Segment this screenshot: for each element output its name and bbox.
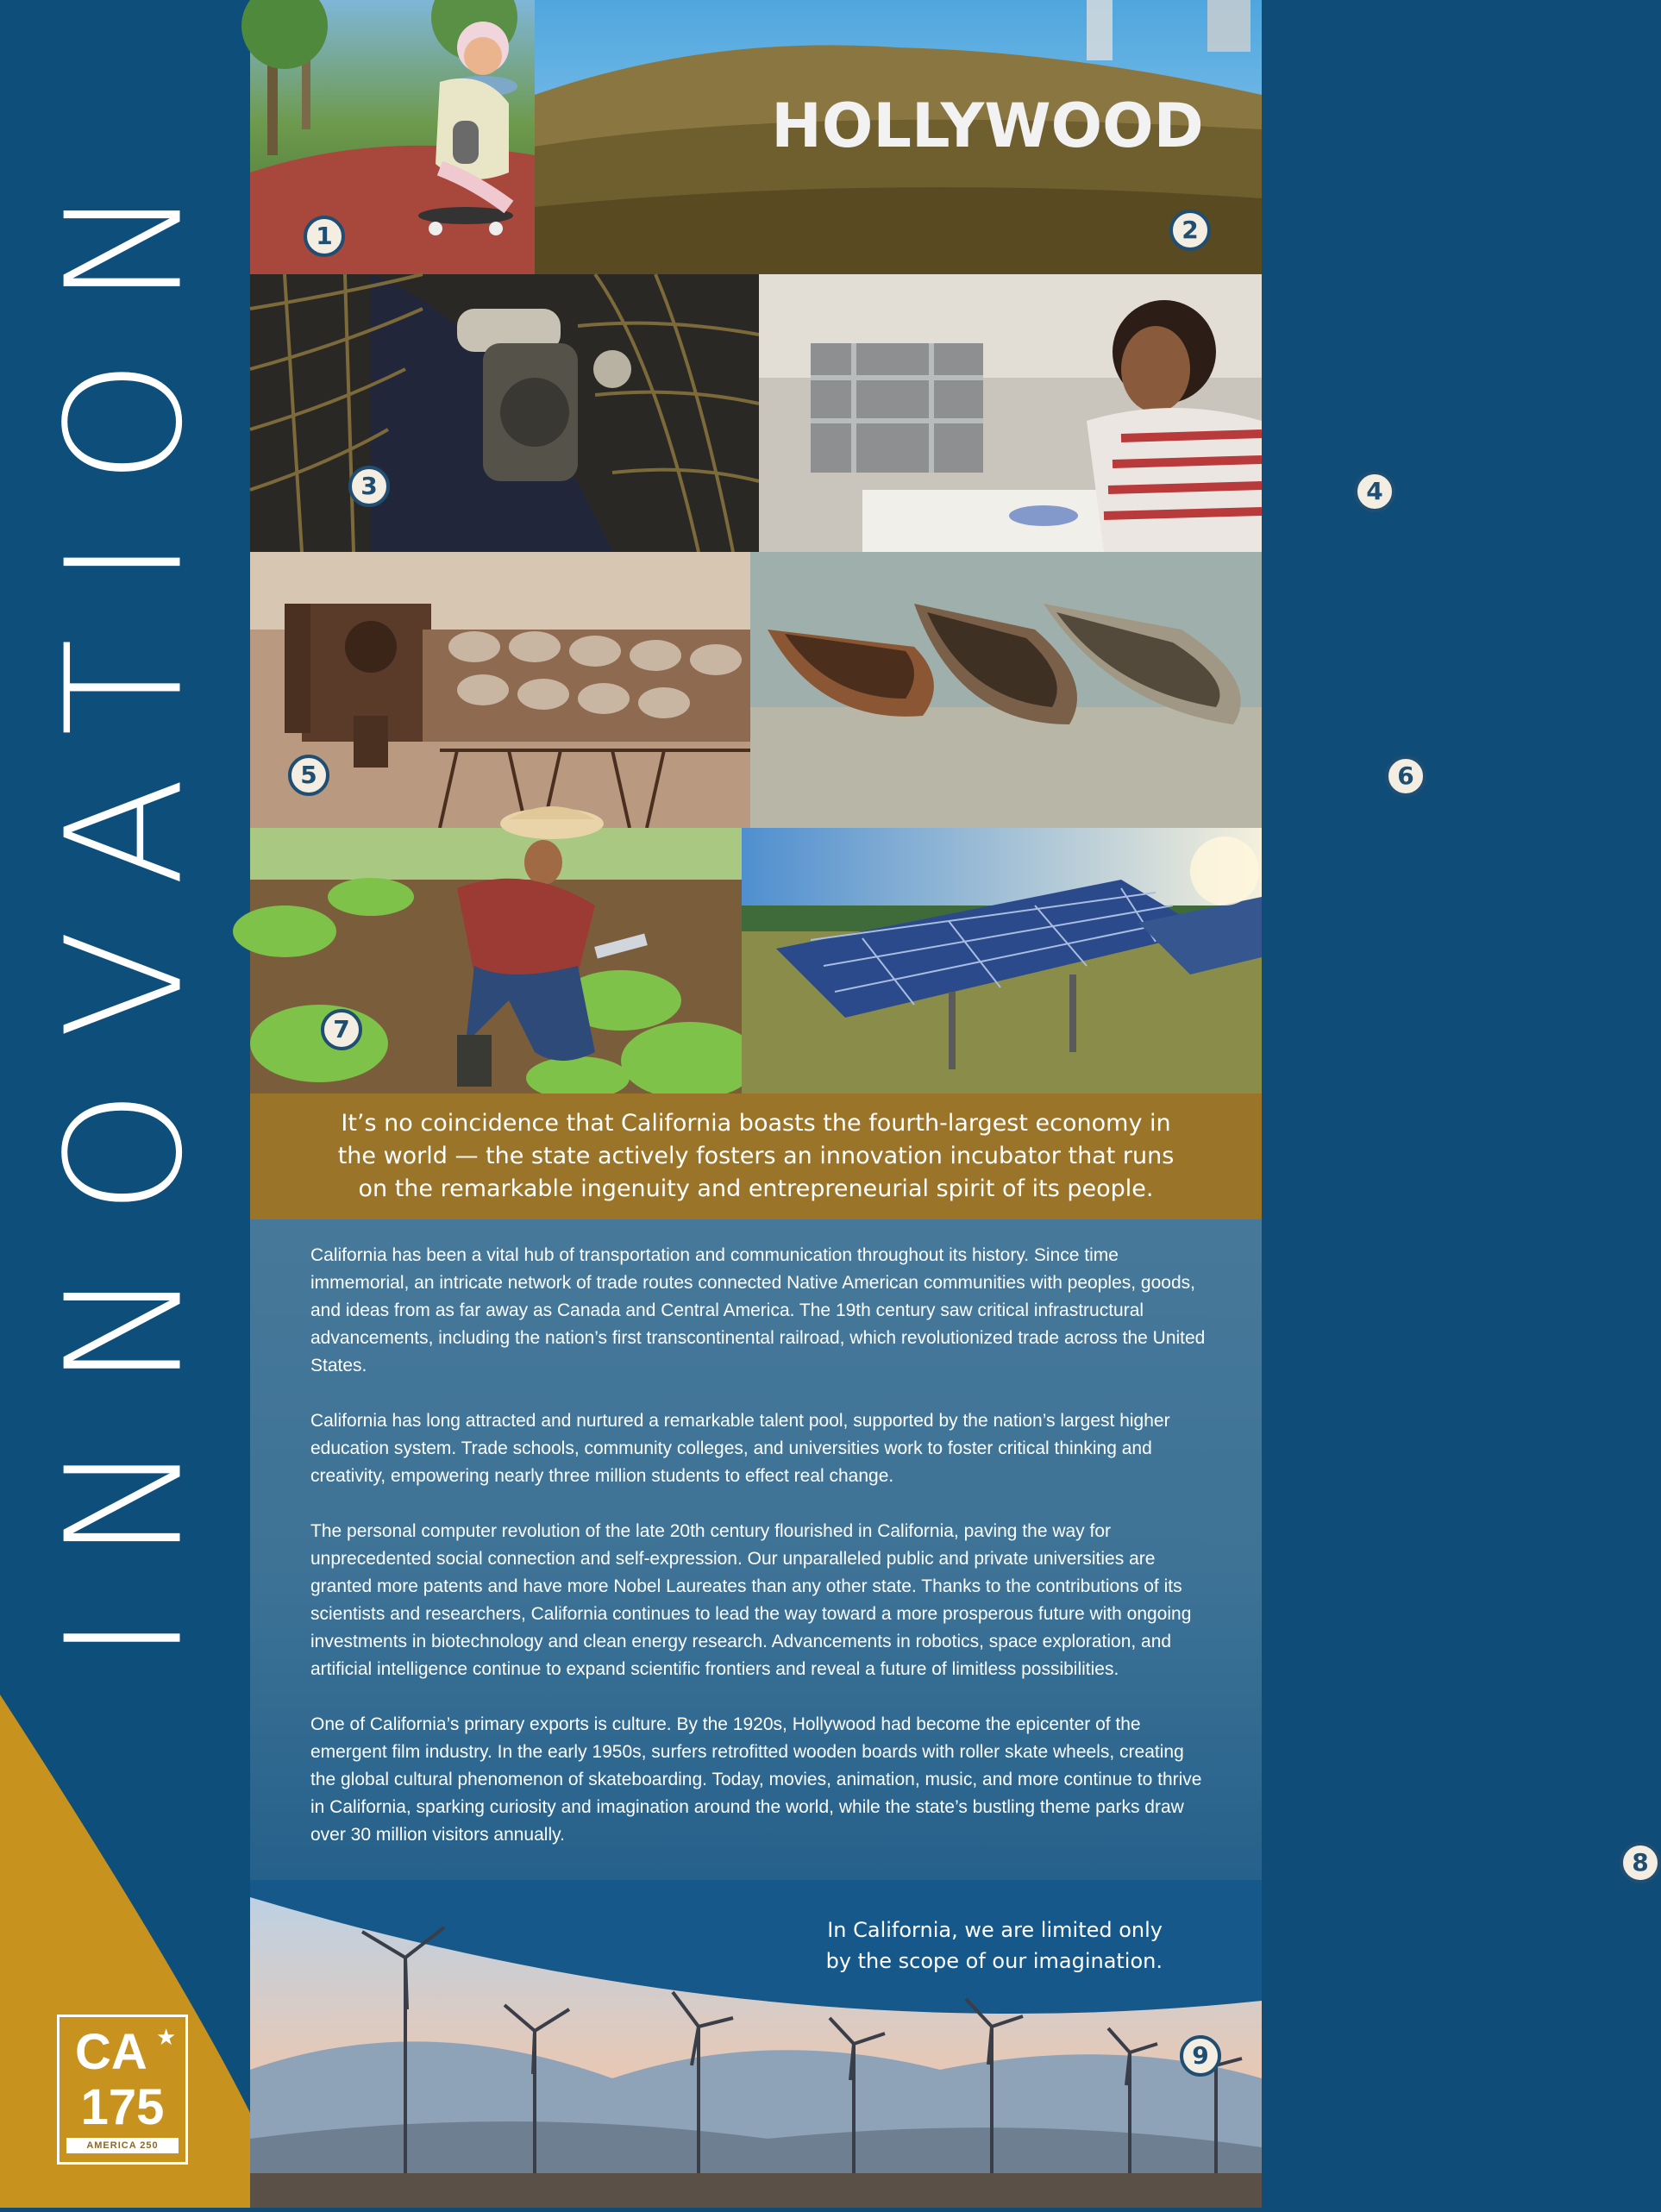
photo-badge-2: 2 xyxy=(1169,210,1211,251)
body-text xyxy=(310,1242,1207,1877)
paragraph-culture: One of California’s primary exports is culture. By the 1920s, Hollywood had become the epicenter of the emergent film industry. In the early 1950s, surfers retrofitted wooden boards with roller skate wheels, creating the global cultural phenomenon of skateboarding. Today, movies, animation, music, and more continue to thrive in California, sparking curiosity and imagination around the world, while the state’s bustling theme parks draw over 30 million visitors annually. xyxy=(310,1714,1202,1845)
logo-ca-text: CA xyxy=(75,2024,147,2080)
railroad-photo xyxy=(250,552,750,828)
ca175-logo xyxy=(57,2015,188,2165)
photo-badge-5: 5 xyxy=(288,755,329,796)
farmer-photo xyxy=(250,828,742,1093)
logo-number: 175 xyxy=(80,2079,165,2135)
photo-badge-1: 1 xyxy=(304,216,345,257)
star-icon: ★ xyxy=(156,2024,177,2050)
robotics-student-photo xyxy=(759,274,1383,552)
canoes-photo xyxy=(750,552,1414,828)
closing-line-2: by the scope of our imagination. xyxy=(825,1949,1163,1973)
skateboarder-photo xyxy=(250,0,535,274)
paragraph-technology: The personal computer revolution of the late 20th century flourished in California, paving the way for unprecedented social connection and self-expression. Our unparalleled public and private universities are granted more patents and have more Nobel Laureates than any other state. Thanks to the contributions of its scientists and researchers, California continues to lead the way toward a more prosperous future with ongoing investments in biotechnology and clean energy research. Advancements in robotics, space exploration, and artificial intelligence continue to expand scientific frontiers and reveal a future of limitless possibilities. xyxy=(310,1521,1192,1679)
intro-band xyxy=(250,1093,1262,1219)
photo-badge-8: 8 xyxy=(1620,1842,1661,1883)
paragraph-transportation: California has been a vital hub of transportation and communication throughout its history. Since time immemorial, an intricate network of trade routes connected Native American communities with peoples, goods, and ideas from as far away as Canada and Central America. The 19th century saw critical infrastructural advancements, including the nation’s first transcontinental railroad, which revolutionized trade across the United States. xyxy=(310,1245,1206,1375)
photo-badge-3: 3 xyxy=(348,466,390,507)
photo-badge-9: 9 xyxy=(1180,2035,1221,2077)
vertical-title: INNOVATION xyxy=(31,132,218,1662)
intro-statement: It’s no coincidence that California boasts the fourth-largest economy in the world — the state actively fosters an innovation incubator that runs on the remarkable ingenuity and entrepreneurial spirit of its people. xyxy=(337,1110,1175,1202)
photo-badge-4: 4 xyxy=(1354,471,1395,512)
closing-quote xyxy=(731,1914,1163,1977)
paragraph-education: California has long attracted and nurtured a remarkable talent pool, supported by the nation’s largest higher education system. Trade schools, community colleges, and universities work to foster critical thinking and creativity, empowering nearly three million students to effect real change. xyxy=(310,1411,1170,1486)
telescope-photo xyxy=(250,274,759,552)
hollywood-sign-photo xyxy=(535,0,1262,274)
closing-line-1: In California, we are limited only xyxy=(827,1918,1163,1942)
photo-badge-6: 6 xyxy=(1385,755,1426,797)
left-banner xyxy=(0,0,250,2208)
photo-badge-7: 7 xyxy=(321,1009,362,1050)
hollywood-sign-text: HOLLYWOOD xyxy=(771,91,1204,161)
logo-subtitle: AMERICA 250 xyxy=(66,2138,179,2153)
